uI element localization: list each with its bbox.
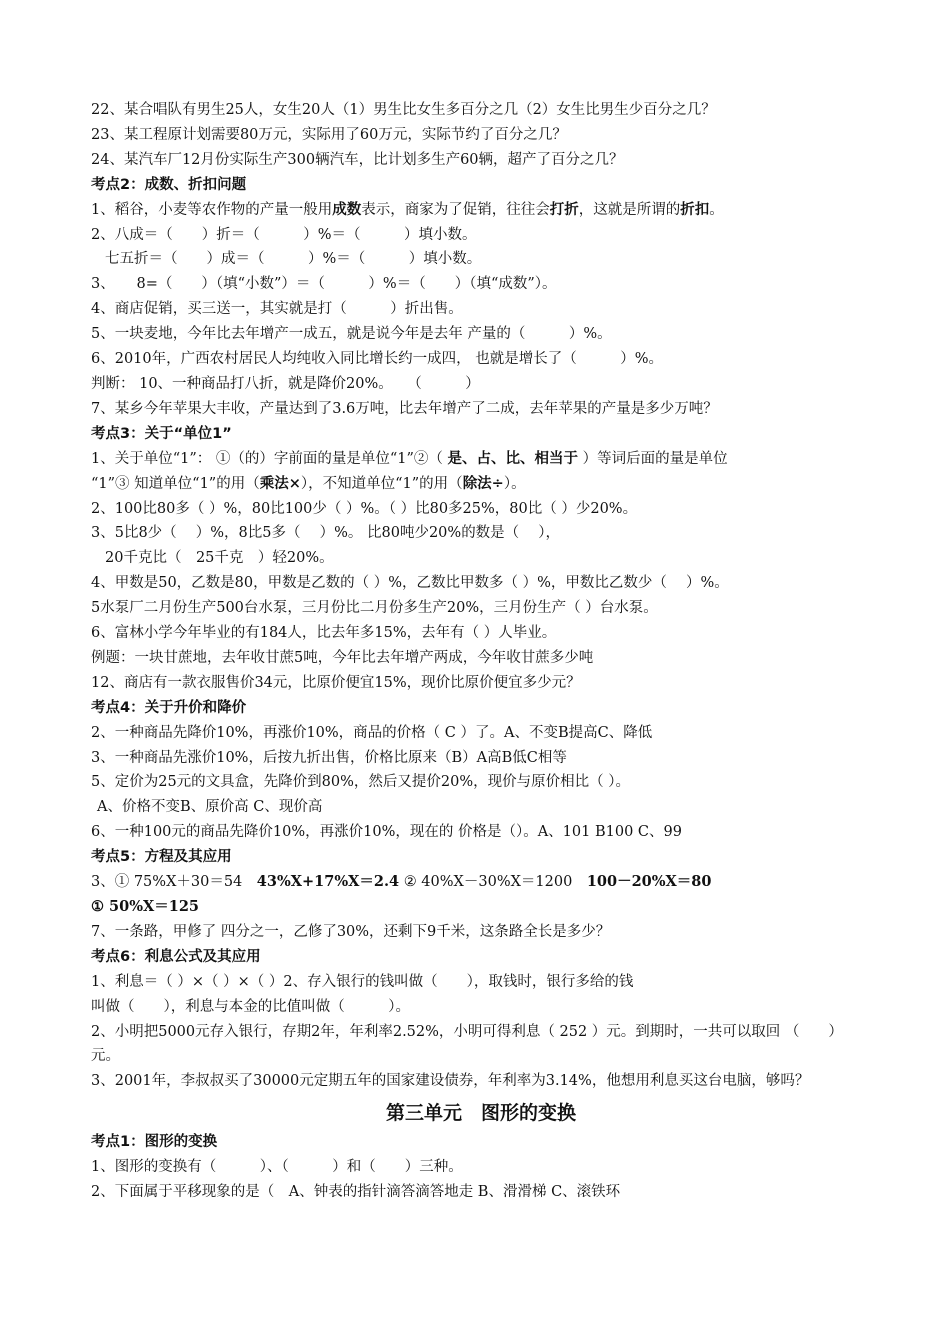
word-problem: 7、某乡今年苹果大丰收，产量达到了3.6万吨，比去年增产了二成，去年苹果的产量是多少万吨？ bbox=[91, 400, 718, 417]
fill-blank-line: 20千克比（ 25千克 ）轻20%。 bbox=[105, 550, 334, 567]
choice-question: 6、一种100元的商品先降价10%，再涨价10%，现在的 价格是（）。A、101 B100 C、99 bbox=[91, 824, 682, 841]
unit-title: 第三单元 图形的变换 bbox=[385, 1102, 576, 1125]
section-heading-3: 考点3：关于“单位1” bbox=[91, 425, 232, 442]
question-24: 24、某汽车厂12月份实际生产300辆汽车，比计划多生产60辆，超产了百分之几？ bbox=[91, 151, 624, 168]
definition-line: 1、关于单位“1”： ①（的）字前面的量是单位“1”②（ 是、占、比、相当于 ）等词后面的量是单位 bbox=[91, 449, 728, 467]
fill-blank-line: 3、 8=（ ）（填“小数”）＝（ ）%＝（ ）（填“成数”）。 bbox=[91, 276, 557, 293]
fill-blank-line: 1、利息＝（ ）×（ ）×（ ）2、存入银行的钱叫做（ ），取钱时，银行多给的钱 bbox=[91, 973, 634, 990]
word-problem: 12、商店有一款衣服售价34元，比原价便宜15%，现价比原价便宜多少元？ bbox=[91, 674, 581, 691]
word-problem: 7、一条路，甲修了 四分之一，乙修了30%，还剩下9千米，这条路全长是多少？ bbox=[91, 923, 611, 940]
fill-blank-line: 1、图形的变换有（ ）、（ ）和（ ）三种。 bbox=[91, 1159, 463, 1176]
question-22: 22、某合唱队有男生25人，女生20人（1）男生比女生多百分之几（2）女生比男生少百分之几？ bbox=[91, 102, 716, 118]
choice-question: 2、一种商品先降价10%，再涨价10%，商品的价格（ C ）了。A、不变B提高C、降低 bbox=[91, 724, 653, 741]
equation-line: 3、① 75%X＋30＝54 43%X+17%X＝2.4 ② 40%X－30%X＝1200 100－20%X＝80 bbox=[91, 873, 712, 891]
definition-line: 1、稻谷，小麦等农作物的产量一般用成数表示，商家为了促销，往往会打折，这就是所谓的折扣。 bbox=[91, 200, 724, 218]
equation-line: ① 50%X＝125 bbox=[91, 898, 200, 915]
word-problem: 2、小明把5000元存入银行，存期2年，年利率2.52%，小明可得利息（ 252 ）元。到期时，一共可以取回 （ ）元。 bbox=[91, 1023, 843, 1065]
fill-blank-line: 5、一块麦地，今年比去年增产一成五，就是说今年是去年 产量的（ ）%。 bbox=[91, 326, 612, 343]
document-page bbox=[91, 98, 871, 1205]
choice-question: 3、一种商品先涨价10%，后按九折出售，价格比原来（B）A高B低C相等 bbox=[91, 749, 567, 766]
fill-blank-line: 叫做（ ），利息与本金的比值叫做（ ）。 bbox=[91, 998, 410, 1015]
fill-blank-line: 七五折＝（ ）成＝（ ）%＝（ ）填小数。 bbox=[105, 251, 482, 268]
question-23: 23、某工程原计划需要80万元，实际用了60万元，实际节约了百分之几？ bbox=[91, 126, 567, 143]
fill-blank-line: 2、八成＝（ ）折＝（ ）%＝（ ）填小数。 bbox=[91, 226, 477, 243]
fill-blank-line: 4、甲数是50，乙数是80，甲数是乙数的（ ）%，乙数比甲数多（ ）%，甲数比乙数少（ ）%。 bbox=[91, 575, 729, 592]
fill-blank-line: 4、商店促销，买三送一，其实就是打（ ）折出售。 bbox=[91, 301, 463, 318]
section-heading-2: 考点2：成数、折扣问题 bbox=[91, 176, 247, 193]
definition-line: “1”③ 知道单位“1”的用（乘法×），不知道单位“1”的用（除法÷）。 bbox=[91, 474, 526, 492]
fill-blank-line: 5水泵厂二月份生产500台水泵，三月份比二月份多生产20%，三月份生产（ ）台水泵。 bbox=[91, 600, 658, 617]
section-heading-5: 考点5：方程及其应用 bbox=[91, 849, 232, 866]
true-false-line: 判断： 10、一种商品打八折，就是降价20%。 （ ） bbox=[91, 375, 480, 392]
fill-blank-line: 6、富林小学今年毕业的有184人，比去年多15%，去年有（ ）人毕业。 bbox=[91, 625, 557, 642]
choice-question: 2、下面属于平移现象的是（ A、钟表的指针滴答滴答地走 B、滑滑梯 C、滚铁环 bbox=[91, 1184, 621, 1201]
choice-question: 5、定价为25元的文具盒，先降价到80%，然后又提价20%，现价与原价相比（ ）。 bbox=[91, 774, 630, 791]
choice-options: A、价格不变B、原价高 C、现价高 bbox=[97, 799, 323, 816]
section-heading-6: 考点6：利息公式及其应用 bbox=[91, 948, 261, 965]
word-problem: 3、2001年，李叔叔买了30000元定期五年的国家建设债券，年利率为3.14%，他想用利息买这台电脑，够吗？ bbox=[91, 1073, 810, 1090]
section-heading-4: 考点4：关于升价和降价 bbox=[91, 699, 247, 716]
fill-blank-line: 6、2010年，广西农村居民人均纯收入同比增长约一成四， 也就是增长了（ ）%。 bbox=[91, 351, 664, 368]
section-heading-7: 考点1：图形的变换 bbox=[91, 1134, 218, 1151]
example-line: 例题：一块甘蔗地，去年收甘蔗5吨，今年比去年增产两成，今年收甘蔗多少吨 bbox=[91, 649, 594, 666]
fill-blank-line: 3、5比8少（ ）%，8比5多（ ）%。 比80吨少20%的数是（ ）， bbox=[91, 525, 561, 542]
fill-blank-line: 2、100比80多（ ）%，80比100少（ ）%。（ ）比80多25%，80比（ ）少20%。 bbox=[91, 500, 638, 517]
